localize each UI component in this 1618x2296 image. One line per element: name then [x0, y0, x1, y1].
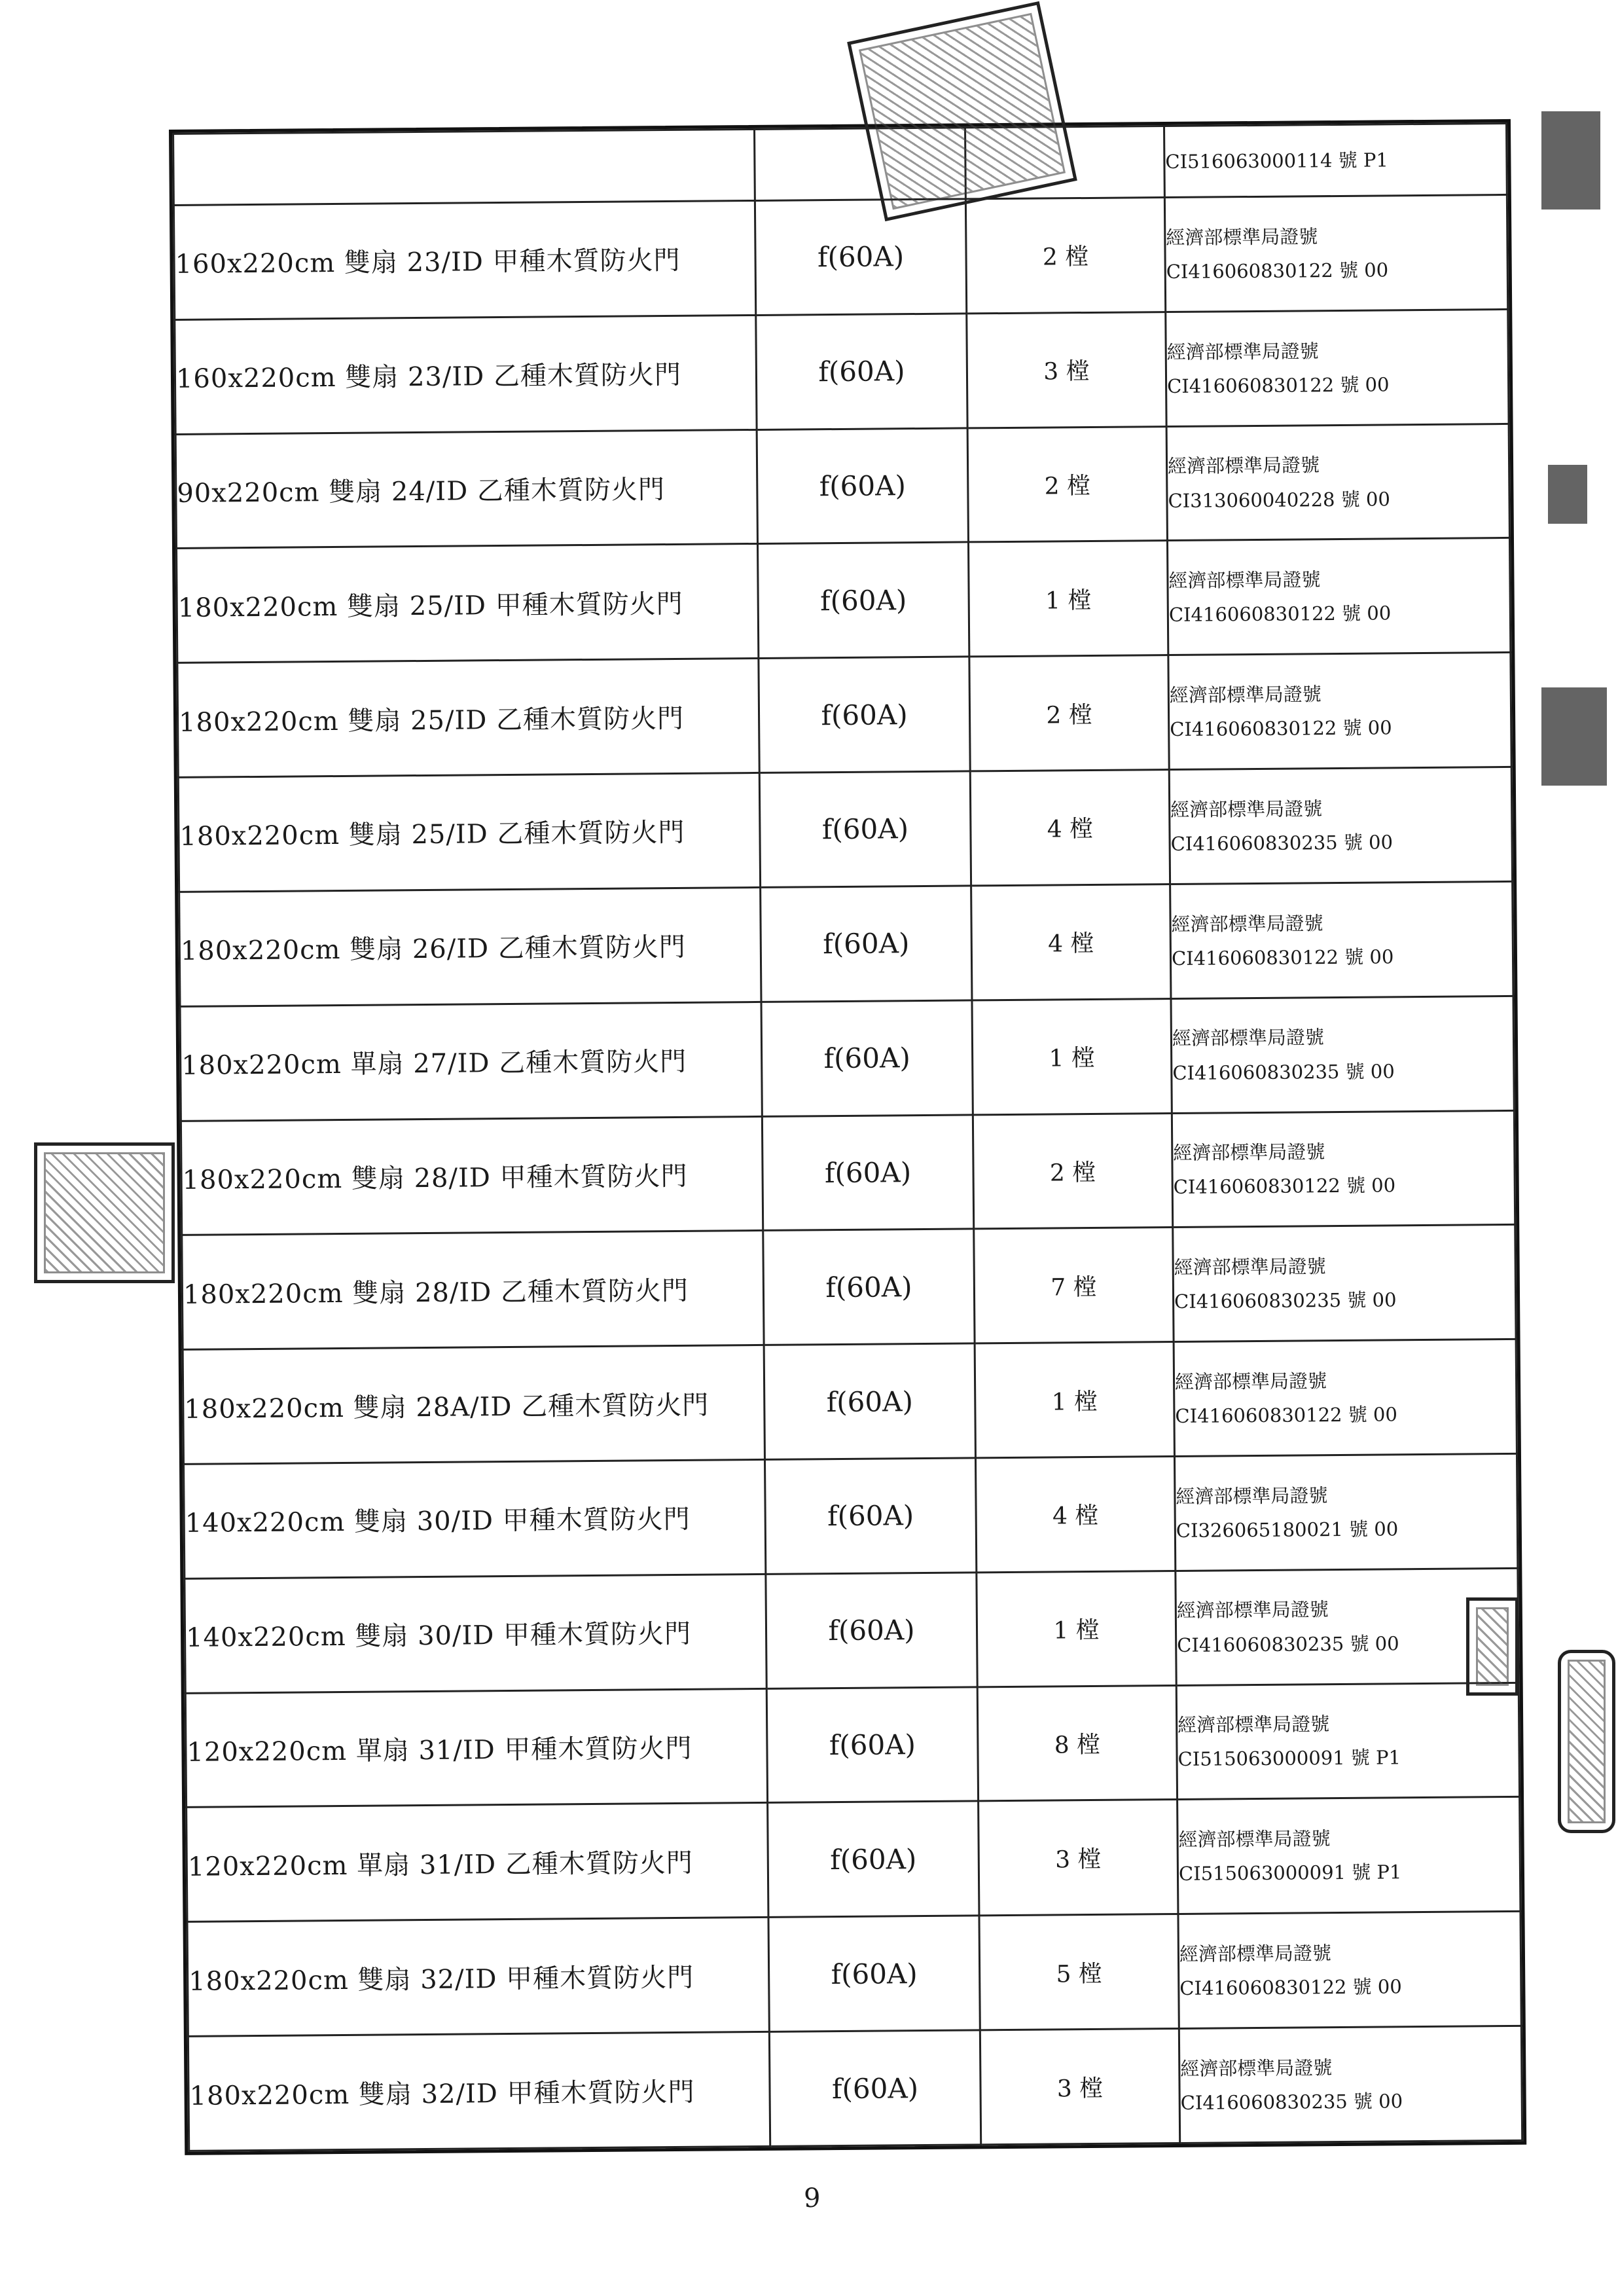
door-quantity: 1 樘: [975, 1342, 1174, 1458]
certificate-number: CI515063000091 號 P1: [1178, 1861, 1402, 1886]
certificate-cell: [1179, 2026, 1522, 2143]
certificate-label: 經濟部標準局證號: [1178, 1713, 1330, 1737]
fire-rating: f(60A): [759, 657, 970, 773]
certificate-number: CI416060830122 號 00: [1179, 1975, 1402, 2000]
certificate-cell: [1174, 1339, 1517, 1457]
certificate-cell: [1172, 1110, 1515, 1228]
door-description: 180x220cm 雙扇 28/ID 乙種木質防火門: [182, 1231, 764, 1350]
certificate-cell: [1176, 1683, 1519, 1800]
page-number: 9: [804, 2183, 821, 2214]
fire-rating: f(60A): [766, 1686, 978, 1802]
fire-rating: f(60A): [763, 1229, 975, 1345]
certificate-label: 經濟部標準局證號: [1173, 1140, 1325, 1165]
certificate-cell: [1168, 653, 1511, 770]
certificate-label: 經濟部標準局證號: [1176, 1598, 1329, 1622]
door-quantity: 1 樘: [977, 1571, 1176, 1686]
door-quantity: 3 樘: [967, 312, 1166, 428]
table-row: [188, 2026, 1522, 2151]
fire-rating: f(60A): [757, 428, 968, 544]
table-row: [175, 424, 1509, 549]
certificate-number: CI416060830122 號 00: [1166, 259, 1389, 283]
certificate-number: CI416060830122 號 00: [1171, 945, 1394, 970]
certificate-label: 經濟部標準局證號: [1178, 1827, 1331, 1851]
certificate-number: CI313060040228 號 00: [1168, 487, 1391, 512]
door-quantity: 3 樘: [980, 2028, 1179, 2144]
table-row: [177, 653, 1511, 778]
certificate-number: CI416060830235 號 00: [1172, 1059, 1395, 1084]
door-quantity: 3 樘: [979, 1800, 1178, 1916]
door-quantity: 4 樘: [970, 770, 1170, 886]
fire-rating: f(60A): [764, 1343, 975, 1459]
table-row: [182, 1225, 1516, 1350]
door-description: 180x220cm 雙扇 26/ID 乙種木質防火門: [179, 887, 761, 1006]
certificate-label: 經濟部標準局證號: [1167, 454, 1320, 478]
certificate-number: CI416060830235 號 00: [1180, 2090, 1403, 2114]
fire-rating: f(60A): [757, 542, 969, 658]
certificate-number: CI416060830235 號 00: [1177, 1631, 1399, 1656]
door-description: 160x220cm 雙扇 23/ID 甲種木質防火門: [173, 200, 755, 319]
door-quantity: 5 樘: [979, 1914, 1179, 2030]
certificate-cell: [1178, 1797, 1520, 1914]
door-description: 180x220cm 雙扇 25/ID 乙種木質防火門: [177, 659, 759, 778]
table-row: [187, 1797, 1520, 1922]
door-description: 180x220cm 單扇 27/ID 乙種木質防火門: [180, 1002, 762, 1121]
table-row: [185, 1568, 1519, 1693]
door-schedule-table: [172, 122, 1523, 2152]
table-row: [173, 123, 1507, 205]
table-row: [185, 1683, 1519, 1808]
certificate-cell: [1164, 123, 1507, 197]
door-description: 140x220cm 雙扇 30/ID 甲種木質防火門: [184, 1459, 766, 1578]
door-description: 180x220cm 雙扇 25/ID 甲種木質防火門: [177, 544, 759, 663]
door-description: 90x220cm 雙扇 24/ID 乙種木質防火門: [175, 429, 757, 549]
table-row: [178, 767, 1512, 892]
table-row: [181, 1110, 1515, 1235]
door-description: 180x220cm 雙扇 28A/ID 乙種木質防火門: [183, 1345, 764, 1465]
door-quantity: 2 樘: [967, 426, 1167, 542]
certificate-cell: [1166, 309, 1509, 426]
door-quantity: 8 樘: [977, 1685, 1177, 1801]
door-description: 140x220cm 雙扇 30/ID 甲種木質防火門: [185, 1574, 766, 1693]
certificate-cell: [1170, 881, 1513, 998]
door-schedule-frame: [169, 119, 1526, 2155]
certificate-number: CI416060830122 號 00: [1170, 716, 1392, 741]
certificate-label: 經濟部標準局證號: [1168, 568, 1321, 592]
table-row: [184, 1453, 1518, 1578]
certificate-number: CI416060830122 號 00: [1175, 1403, 1398, 1428]
certificate-cell: [1167, 538, 1510, 655]
table-row: [177, 538, 1511, 663]
certificate-number: CI416060830122 號 00: [1168, 602, 1392, 627]
fire-rating: f(60A): [764, 1458, 976, 1574]
table-row: [175, 309, 1509, 434]
certificate-cell: [1171, 996, 1514, 1113]
certificate-cell: [1169, 767, 1512, 884]
table-row: [173, 194, 1507, 319]
fire-rating: f(60A): [761, 1000, 973, 1116]
fire-rating: f(60A): [768, 1916, 980, 2032]
door-quantity: 2 樘: [969, 655, 1169, 771]
certificate-number: CI515063000091 號 P1: [1178, 1746, 1401, 1771]
certificate-cell: [1178, 1912, 1521, 2029]
fire-rating: f(60A): [755, 199, 966, 315]
certificate-cell: [1173, 1225, 1516, 1342]
certificate-number: CI416060830235 號 00: [1174, 1288, 1397, 1313]
certificate-label: 經濟部標準局證號: [1171, 911, 1323, 936]
door-schedule-body: [173, 123, 1522, 2151]
door-description: 180x220cm 雙扇 25/ID 乙種木質防火門: [178, 773, 760, 892]
door-description: 180x220cm 雙扇 32/ID 甲種木質防火門: [187, 1918, 769, 2037]
certificate-number: CI516063000114 號 P1: [1165, 149, 1389, 173]
door-quantity: 7 樘: [974, 1228, 1174, 1343]
door-quantity: 4 樘: [971, 884, 1171, 1000]
certificate-label: 經濟部標準局證號: [1174, 1370, 1327, 1393]
fire-rating: f(60A): [756, 314, 967, 429]
certificate-cell: [1174, 1453, 1517, 1571]
certificate-number: CI416060830122 號 00: [1166, 373, 1390, 397]
certificate-label: 經濟部標準局證號: [1180, 2056, 1333, 2080]
certificate-label: 經濟部標準局證號: [1179, 1942, 1332, 1965]
door-description: 180x220cm 雙扇 32/ID 甲種木質防火門: [188, 2032, 770, 2151]
certificate-number: CI416060830235 號 00: [1170, 831, 1393, 855]
certificate-label: 經濟部標準局證號: [1172, 1026, 1325, 1050]
certificate-cell: [1166, 424, 1509, 541]
door-quantity: 2 樘: [973, 1113, 1172, 1229]
table-row: [179, 881, 1513, 1006]
certificate-label: 經濟部標準局證號: [1174, 1255, 1326, 1279]
fire-rating: f(60A): [762, 1114, 973, 1230]
certificate-label: 經濟部標準局證號: [1166, 339, 1319, 363]
right-small-seal-stamp: [1466, 1597, 1519, 1696]
left-seal-stamp: [34, 1142, 175, 1283]
right-seal-stamp: [1558, 1650, 1615, 1833]
table-row: [187, 1912, 1521, 2037]
certificate-label: 經濟部標準局證號: [1166, 225, 1318, 249]
door-description: 180x220cm 雙扇 28/ID 甲種木質防火門: [181, 1116, 763, 1235]
fire-rating: f(60A): [766, 1573, 977, 1688]
fire-rating: f(60A): [759, 771, 971, 887]
door-quantity: 2 樘: [965, 198, 1165, 314]
certificate-number: CI326065180021 號 00: [1176, 1518, 1399, 1542]
door-quantity: 1 樘: [972, 998, 1172, 1114]
certificate-cell: [1164, 194, 1507, 312]
table-row: [183, 1339, 1517, 1465]
door-description: 160x220cm 雙扇 23/ID 乙種木質防火門: [175, 315, 757, 434]
fire-rating: f(60A): [761, 886, 972, 1002]
fire-rating: f(60A): [768, 1801, 979, 1917]
certificate-label: 經濟部標準局證號: [1170, 797, 1323, 821]
door-quantity: 1 樘: [968, 541, 1168, 657]
table-row: [180, 996, 1514, 1121]
door-quantity: 4 樘: [975, 1456, 1175, 1572]
certificate-number: CI416060830122 號 00: [1173, 1174, 1396, 1199]
certificate-label: 經濟部標準局證號: [1169, 683, 1321, 706]
door-description: [173, 129, 755, 205]
door-description: 120x220cm 單扇 31/ID 甲種木質防火門: [185, 1688, 767, 1808]
certificate-label: 經濟部標準局證號: [1176, 1484, 1328, 1508]
door-description: 120x220cm 單扇 31/ID 乙種木質防火門: [187, 1803, 768, 1922]
fire-rating: f(60A): [769, 2030, 980, 2147]
right-margin-seal-fragments: [1535, 98, 1613, 884]
